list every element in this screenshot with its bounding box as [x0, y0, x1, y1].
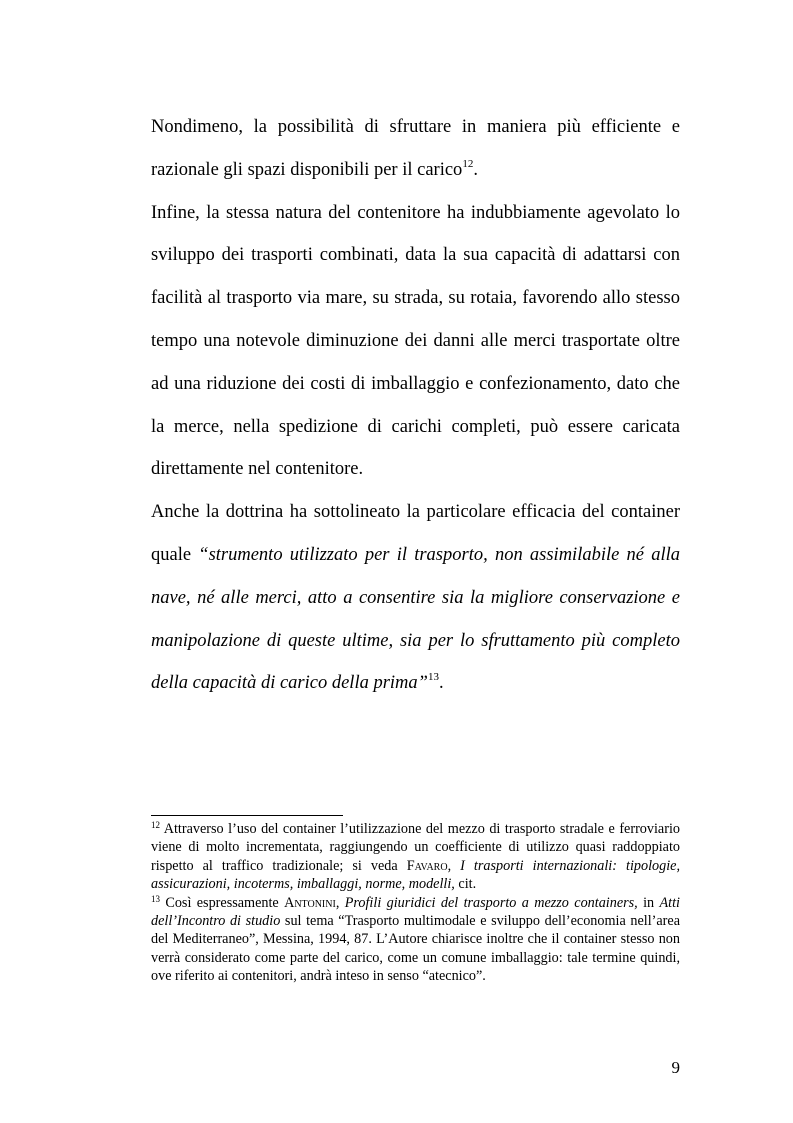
- footnote-13-end: sul tema “Trasporto multimodale e sviluppo dell’economia nell’area del Mediterraneo”, Messina, 1994, 87. L’Autore chiarisce inoltre che il container stesso non verrà considerato come parte del carico, come un comune imballaggio: tale termine quindi, ove riferito ai contenitori, andrà inteso in senso “atecnico”.: [151, 913, 680, 985]
- paragraph-1-text: Nondimeno, la possibilità di sfruttare in maniera più efficiente e razionale gli spazi disponibili per il carico: [151, 117, 680, 180]
- footnote-13-title: Profili giuridici del trasporto a mezzo containers,: [344, 894, 638, 911]
- footnote-12-number: 12: [151, 820, 160, 830]
- footnote-separator: [151, 815, 343, 816]
- footnote-12-title: I trasporti internazionali: tipologie, assicurazioni, incoterms, imballaggi, norme, modelli,: [151, 857, 680, 893]
- footnote-13-title2: Atti dell’Incontro di studio: [151, 894, 680, 930]
- footnote-13-text: Così espressamente: [160, 894, 285, 911]
- main-text: [151, 106, 680, 705]
- footnote-ref-13[interactable]: 13: [427, 671, 439, 684]
- paragraph-3-end: .: [438, 673, 444, 694]
- paragraph-3-text: Anche la dottrina ha sottolineato la particolare efficacia del container quale: [151, 502, 680, 565]
- paragraph-3-quote: “strumento utilizzato per il trasporto, non assimilabile né alla nave, né alle merci, atto a consentire sia la migliore conservazione e manipolazione di queste ultime, sia per lo sfruttamento più completo della capacità di carico della prima”: [151, 544, 680, 694]
- paragraph-1: [151, 106, 680, 192]
- footnote-13-sep: ,: [335, 894, 345, 911]
- paragraph-1-end: .: [473, 159, 478, 180]
- footnote-13-author: Antonini: [284, 894, 336, 911]
- footnote-12-end: cit.: [454, 876, 477, 893]
- footnote-13: [151, 894, 680, 986]
- paragraph-3: [151, 491, 680, 705]
- footnote-12: [151, 820, 680, 894]
- footnotes: [151, 820, 680, 986]
- footnote-13-number: 13: [151, 893, 160, 904]
- footnote-12-text: Attraverso l’uso del container l’utilizzazione del mezzo di trasporto stradale e ferroviario viene di molto incrementata, raggiungendo un coefficiente di utilizzo quasi raddoppiato rispetto al traffico tradizionale; si veda: [151, 821, 680, 874]
- paragraph-2: Infine, la stessa natura del contenitore ha indubbiamente agevolato lo sviluppo dei trasporti combinati, data la sua capacità di adattarsi con facilità al trasporto via mare, su strada, su rotaia, favorendo allo stesso tempo una notevole diminuzione dei danni alle merci trasportate oltre ad una riduzione dei costi di imballaggio e confezionamento, dato che la merce, nella spedizione di carichi completi, può essere caricata direttamente nel contenitore.: [151, 202, 680, 480]
- footnote-13-mid: in: [637, 894, 660, 911]
- footnote-12-author: Favaro: [406, 857, 448, 874]
- page-number: 9: [671, 1058, 680, 1077]
- footnote-12-sep: ,: [447, 857, 461, 874]
- footnote-ref-12[interactable]: 12: [462, 157, 474, 170]
